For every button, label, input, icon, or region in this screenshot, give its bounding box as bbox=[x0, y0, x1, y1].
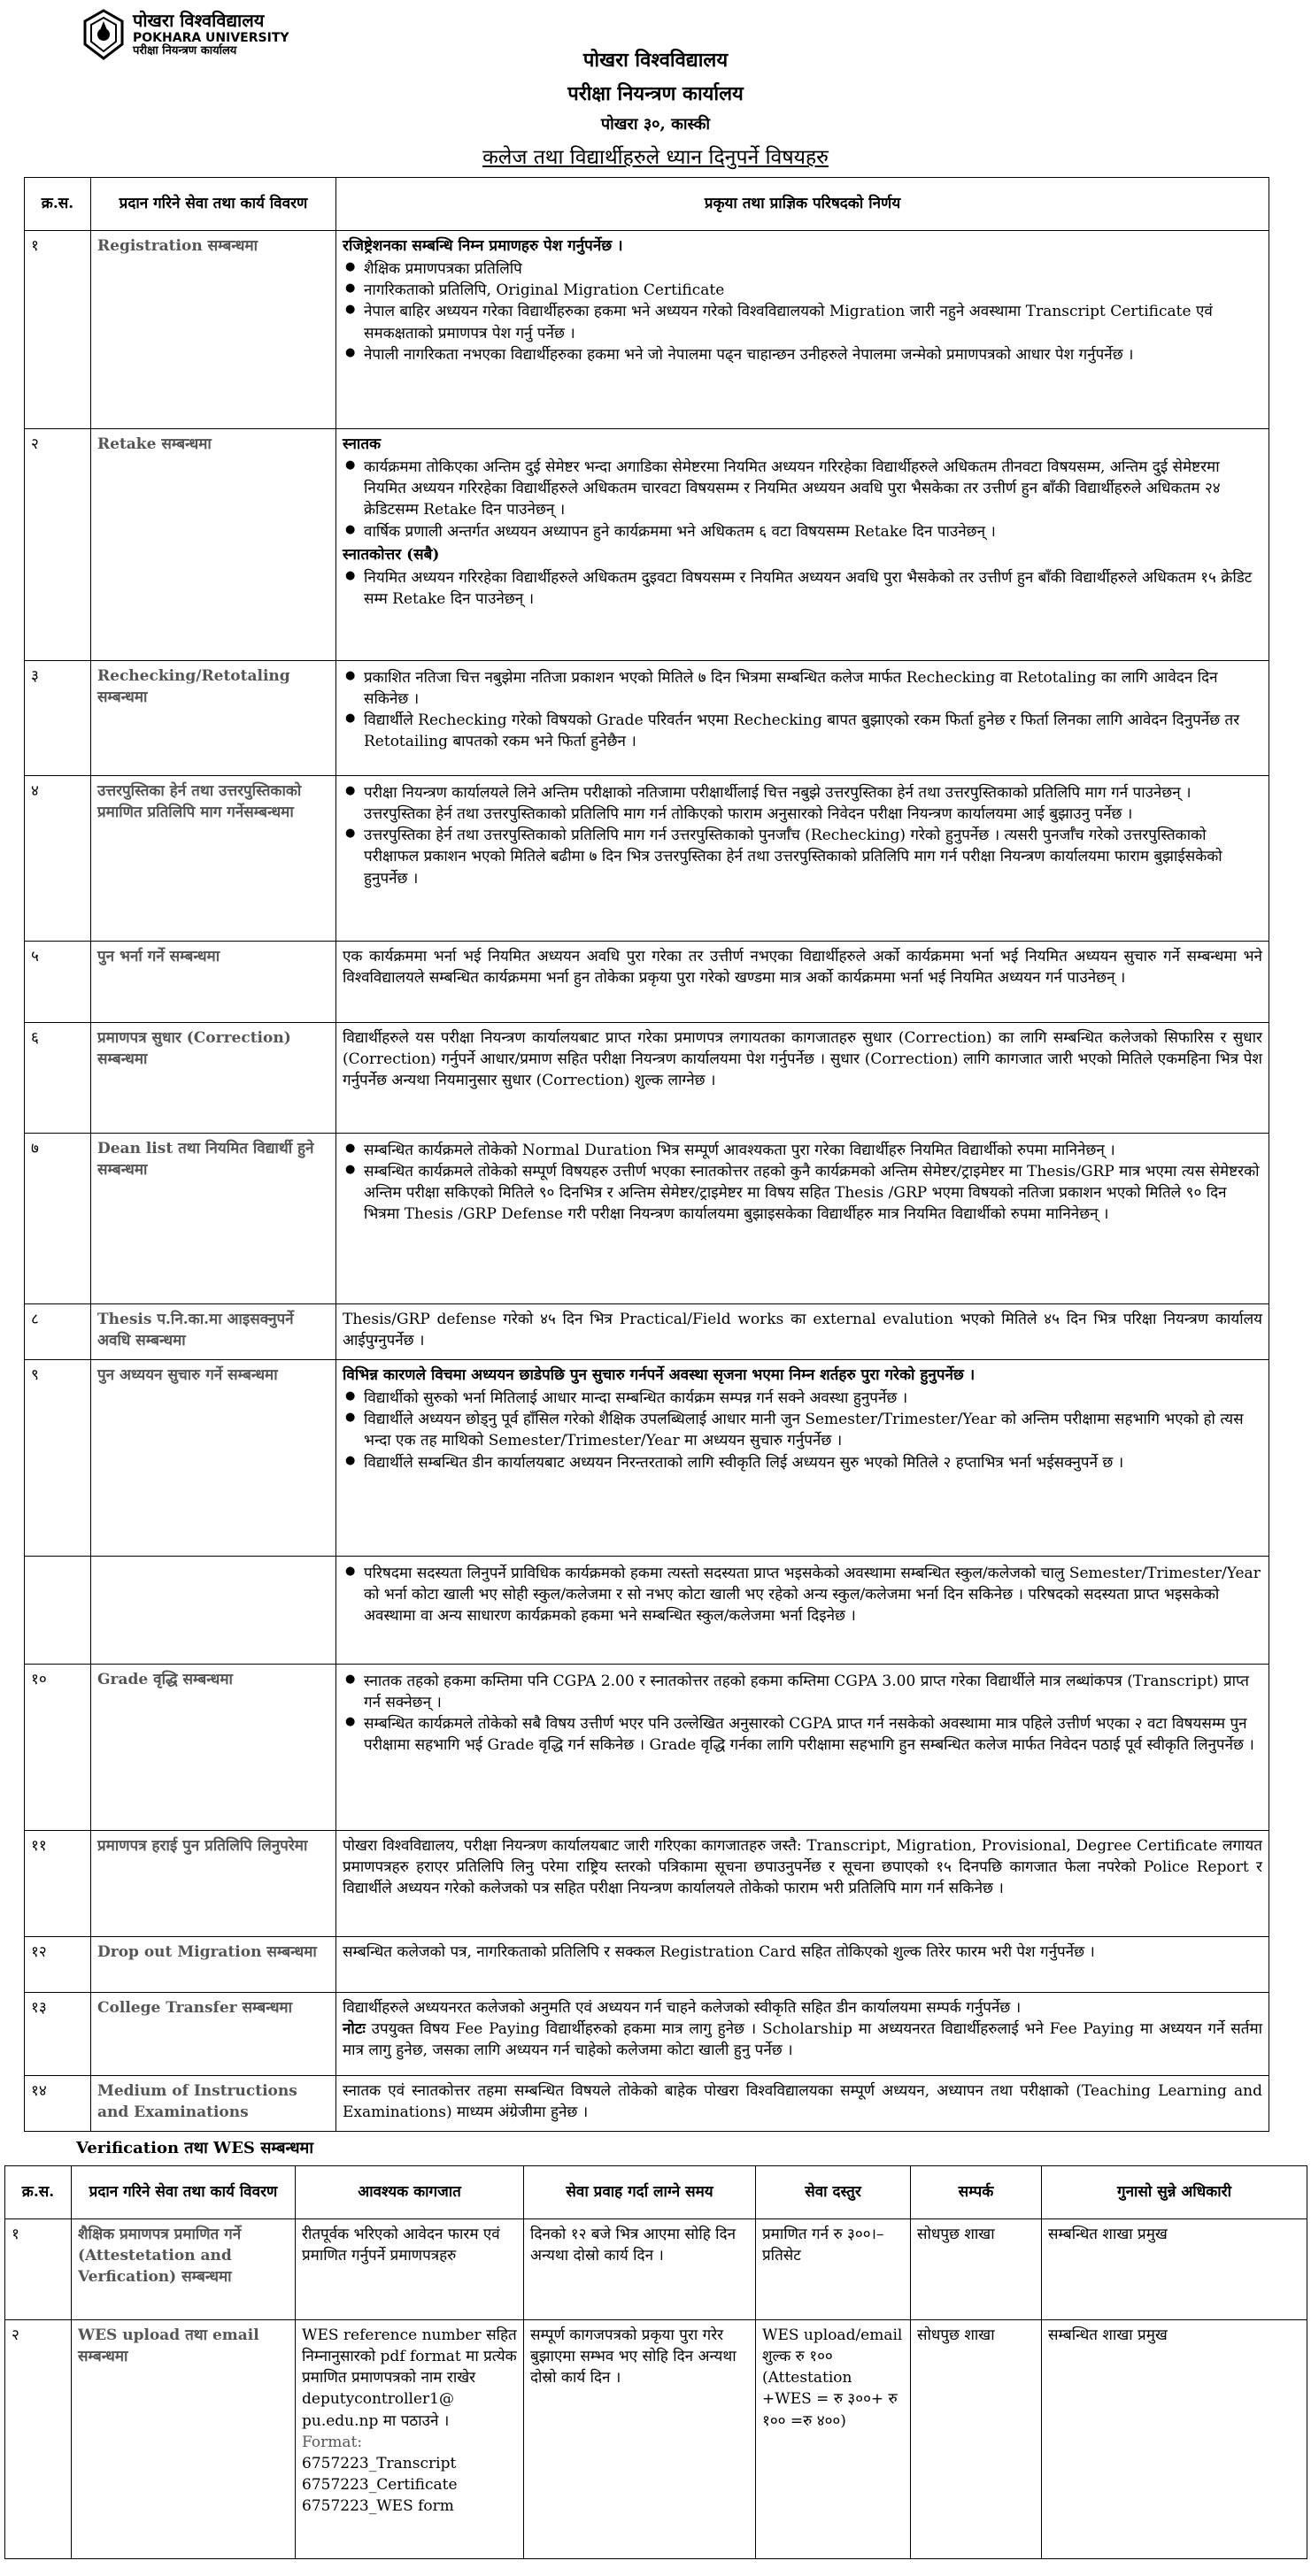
row-process bbox=[336, 776, 1269, 942]
verification-section-title: Verification तथा WES सम्बन्धमा bbox=[76, 2139, 313, 2157]
table-row bbox=[25, 2076, 1269, 2132]
row-sn: ५ bbox=[25, 942, 91, 1023]
format-label: Format: bbox=[302, 2433, 363, 2451]
row-sn: १३ bbox=[25, 1993, 91, 2076]
row-text: विद्यार्थीहरुले यस परीक्षा नियन्त्रण कार्यालयबाट प्राप्त गरेका प्रमाणपत्र लगायतका कागजातहरु सुधार (Correction) का लागि सम्बन्धित कलेजको सिफारिस र सुधार (Correction) गर्नुपर्ने आधार/प्रमाण सहित परीक्षा नियन्त्रण कार्यालयमा पेश गर्नुपर्नेछ । सुधार (Correction) लागि कागजात जारी भएको मितिले एकमहिना भित्र पेश गर्नुपर्नेछ अन्यथा नियमानुसार सुधार (Correction) शुल्क लाग्नेछ । bbox=[343, 1029, 1262, 1090]
row-service: प्रमाणपत्र हराई पुन प्रतिलिपि लिनुपरेमा bbox=[91, 1831, 336, 1937]
row-sn: १० bbox=[25, 1665, 91, 1831]
list-item: ● शैक्षिक प्रमाणपत्रका प्रतिलिपि bbox=[364, 258, 1262, 280]
docs-text: WES reference number सहित निम्नानुसारको pdf format मा प्रत्येक प्रमाणित प्रमाणपत्रको नाम राखेर deputycontroller1@ pu.edu.np मा पठाउने । bbox=[302, 2326, 517, 2430]
row-time: दिनको १२ बजे भित्र आएमा सोहि दिन अन्यथा दोस्रो कार्य दिन । bbox=[524, 2219, 756, 2320]
row-service: Grade वृद्धि सम्बन्धमा bbox=[91, 1665, 336, 1831]
office-name: परीक्षा नियन्त्रण कार्यालय bbox=[567, 82, 744, 105]
list-item: ● विद्यार्थीले Rechecking गरेको विषयको Grade परिवर्तन भएमा Rechecking बापत बुझाएको रकम फिर्ता हुनेछ र फिर्ता लिनका लागि आवेदन दिनुपर्नेछ तर Retotailing बापतको रकम भने फिर्ता हुनेछैन । bbox=[364, 710, 1262, 752]
row-fee: प्रमाणित गर्न रु ३००।– प्रतिसेट bbox=[756, 2219, 911, 2320]
list-item: ● वार्षिक प्रणाली अन्तर्गत अध्ययन अध्यापन हुने कार्यक्रममा भने अधिकतम ६ वटा विषयसम्म Retake दिन पाउनेछन् । bbox=[364, 521, 1262, 542]
row-text: विद्यार्थीहरुले अध्ययनरत कलेजको अनुमति एवं अध्ययन गर्न चाहने कलेजको स्वीकृति सहित डीन कार्यालयमा सम्पर्क गर्नुपर्नेछ । bbox=[343, 1999, 1022, 2017]
row-documents: रीतपूर्वक भरिएको आवेदन फारम एवं प्रमाणित गर्नुपर्ने प्रमाणपत्रहरु bbox=[296, 2219, 524, 2320]
row-text: Thesis/GRP defense गरेको ४५ दिन भित्र Practical/Field works का external evalution भएको मितिले ४५ दिन भित्र परिक्षा नियन्त्रण कार्यालय आईपुग्नुपर्नेछ । bbox=[343, 1311, 1262, 1350]
row-time: सम्पूर्ण कागजपत्रको प्रकृया पुरा गरेर बुझाएमा सम्भव भए सोहि दिन अन्यथा दोस्रो कार्य दिन । bbox=[524, 2320, 756, 2559]
list-item: ● नियमित अध्ययन गरिरहेका विद्यार्थीहरुले अधिकतम दुइवटा विषयसम्म र नियमित अध्ययन अवधि पुरा भैसकेको तर उत्तीर्ण हुन बाँकी विद्यार्थीहरुले अधिकतम १५ क्रेडिट सम्म Retake दिन पाउनेछन् । bbox=[364, 567, 1262, 610]
table-row bbox=[25, 1360, 1269, 1557]
row-service: Thesis प.नि.का.मा आइसक्नुपर्ने अवधि सम्बन्धमा bbox=[91, 1304, 336, 1360]
list-item: ● उत्तरपुस्तिका हेर्न तथा उत्तरपुस्तिकाको प्रतिलिपि माग गर्न उत्तरपुस्तिकाको पुनर्जाँच (Rechecking) गरेको हुनुपर्नेछ । त्यसरी पुनर्जाँच गरेको उत्तरपुस्तिकाको परीक्षाफल प्रकाशन भएको मितिले बढीमा ७ दिन भित्र उत्तरपुस्तिका हेर्न तथा उत्तरपुस्तिकाको प्रतिलिपि माग गर्न परीक्षा नियन्त्रण कार्यालयमा फाराम बुझाईसकेको हुनुपर्नेछ । bbox=[364, 825, 1262, 888]
logo-line-2: POKHARA UNIVERSITY bbox=[133, 30, 289, 45]
row-sn: ७ bbox=[25, 1134, 91, 1304]
fee-extra: (Attestation +WES = रु ३००+ रु १०० =रु ४००) bbox=[762, 2369, 898, 2430]
row-text: सम्बन्धित कलेजको पत्र, नागरिकताको प्रतिलिपि र सक्कल Registration Card सहित तोकिएको शुल्क तिरेर फारम भरी पेश गर्नुपर्नेछ । bbox=[343, 1943, 1095, 1961]
row-service: Registration सम्बन्धमा bbox=[91, 231, 336, 429]
table-row bbox=[25, 661, 1269, 776]
row-process bbox=[336, 1134, 1269, 1304]
format-item: 6757223_Certificate bbox=[302, 2475, 458, 2494]
row-sn: १४ bbox=[25, 2076, 91, 2132]
col-header-documents: आवश्यक कागजात bbox=[296, 2166, 524, 2219]
table-row bbox=[25, 942, 1269, 1023]
list-item: ● सम्बन्धित कार्यक्रमले तोकेको सबै विषय उत्तीर्ण भएर पनि उल्लेखित अनुसारको CGPA प्राप्त गर्न नसकेको अवस्थामा मात्र पहिले उत्तीर्ण भएका २ वटा विषयसम्म पुन परीक्षामा सहभागि भई Grade वृद्धि गर्न सकिनेछ । Grade वृद्धि गर्नका लागि परीक्षामा सहभागि हुन सम्बन्धित कलेज मार्फत निवेदन पठाई पूर्व स्वीकृति लिनुपर्नेछ । bbox=[364, 1713, 1262, 1756]
list-item: ● परीक्षा नियन्त्रण कार्यालयले लिने अन्तिम परीक्षाको नतिजामा परीक्षार्थीलाई चित्त नबुझे उत्तरपुस्तिका हेर्न तथा उत्तरपुस्तिकाको प्रतिलिपि माग गर्न पाउनेछन् । उत्तरपुस्तिका हेर्न तथा उत्तरपुस्तिकाको प्रतिलिपि माग गर्न तोकिएको फाराम अनुसारको निवेदन परीक्षा नियन्त्रण कार्यालयमा आई बुझाउनु पर्नेछ । bbox=[364, 782, 1262, 825]
list-item: ● प्रकाशित नतिजा चित्त नबुझेमा नतिजा प्रकाशन भएको मितिले ७ दिन भित्रमा सम्बन्धित कलेज मार्फत Rechecking वा Retotaling का लागि आवेदन दिन सकिनेछ । bbox=[364, 667, 1262, 710]
row-contact: सोधपुछ शाखा bbox=[911, 2320, 1042, 2559]
row-text: एक कार्यक्रममा भर्ना भई नियमित अध्ययन अवधि पुरा गरेका तर उत्तीर्ण नभएका विद्यार्थीहरुले अर्को कार्यक्रममा भर्ना भई नियमित अध्ययन सुचारु गर्ने सम्बन्धमा भने विश्वविद्यालयले सम्बन्धित कार्यक्रममा भर्ना हुन तोकेका प्रकृया पुरा गरेको खण्डमा मात्र अर्को कार्यक्रममा भर्ना भई नियमित अध्ययन गर्न पाउनेछन् । bbox=[343, 948, 1262, 988]
table-row bbox=[25, 231, 1269, 429]
row-service: शैक्षिक प्रमाणपत्र प्रमाणित गर्ने (Attestetation and Verfication) सम्बन्धमा bbox=[72, 2219, 296, 2320]
list-item: ● परिषदमा सदस्यता लिनुपर्ने प्राविधिक कार्यक्रमको हकमा त्यस्तो सदस्यता प्राप्त भइसकेको अवस्थामा सम्बन्धित स्कुल/कलेजको चालु Semester/Trimester/Year को भर्ना कोटा खाली भए सोही स्कुल/कलेजमा र सो नभए कोटा खाली भए रहेको अन्य स्कुल/कलेजमा भर्ना दिन सकिनेछ । परिषदको सदस्यता प्राप्त भइसकेको अवस्थामा वा अन्य साधारण कार्यक्रमको हकमा भने सम्बन्धित स्कुल/कलेजमा भर्ना दिइनेछ । bbox=[364, 1563, 1262, 1626]
row-note bbox=[343, 2019, 1262, 2061]
row-sn: ३ bbox=[25, 661, 91, 776]
list-item: ● कार्यक्रममा तोकिएका अन्तिम दुई सेमेष्टर भन्दा अगाडिका सेमेष्टरमा नियमित अध्ययन गरिरहेका विद्यार्थीहरुले अधिकतम तीनवटा विषयसम्म, अन्तिम दुई सेमेष्टरमा नियमित अध्ययन गरिरहेका विद्यार्थीहरुले अधिकतम चारवटा विषयसम्म र नियमित अध्ययन अवधि पुरा भैसकेका तर उत्तीर्ण हुन बाँकी विद्यार्थीहरुले अधिकतम २४ क्रेडिटसम्म Retake दिन पाउनेछन् । bbox=[364, 457, 1262, 520]
note-text: उपयुक्त विषय Fee Paying विद्यार्थीहरुको हकमा मात्र लागु हुनेछ । Scholarship मा अध्ययनरत विद्यार्थीहरुलाई भने Fee Paying मा अध्ययन गर्ने सर्तमा मात्र लागु हुनेछ, जसका लागि अध्ययन गर्न चाहेको कलेजमा कोटा खाली हुनु पर्नेछ । bbox=[343, 2020, 1263, 2060]
list-item: ● सम्बन्धित कार्यक्रमले तोकेको Normal Duration भित्र सम्पूर्ण आवश्यकता पुरा गरेका विद्यार्थीहरु नियमित विद्यार्थीको रुपमा मानिनेछन् । bbox=[364, 1140, 1262, 1161]
row-service: WES upload तथा email सम्बन्धमा bbox=[72, 2320, 296, 2559]
list-item: ● विद्यार्थीले अध्ययन छोड्नु पूर्व हाँसिल गरेको शैक्षिक उपलब्धिलाई आधार मानी जुन Semester/Trimester/Year को अन्तिम परीक्षामा सहभागि भएको हो त्यस भन्दा एक तह माथिको Semester/Trimester/Year मा अध्ययन सुचारु गर्नुपर्नेछ । bbox=[364, 1409, 1262, 1451]
logo-line-1: पोखरा विश्वविद्यालय bbox=[133, 9, 265, 31]
table-header-row bbox=[25, 178, 1269, 231]
table-row bbox=[25, 776, 1269, 942]
table-row bbox=[25, 1023, 1269, 1134]
table-row bbox=[25, 1993, 1269, 2076]
row-documents bbox=[296, 2320, 524, 2559]
format-item: 6757223_Transcript bbox=[302, 2454, 457, 2472]
row-text: स्नातक एवं स्नातकोत्तर तहमा सम्बन्धित विषयले तोकेको बाहेक पोखरा विश्वविद्यालयका सम्पूर्ण अध्ययन, अध्यापन तथा परीक्षाको (Teaching Learning and Examinations) माध्यम अंग्रेजीमा हुनेछ । bbox=[343, 2082, 1262, 2122]
document-subject: कलेज तथा विद्यार्थीहरुले ध्यान दिनुपर्ने विषयहरु bbox=[482, 146, 829, 169]
table-row bbox=[25, 429, 1269, 661]
row-process bbox=[336, 1557, 1269, 1665]
row-process bbox=[336, 1665, 1269, 1831]
row-process bbox=[336, 1360, 1269, 1557]
list-item: ● नेपाली नागरिकता नभएका विद्यार्थीहरुका हकमा भने जो नेपालमा पढ्न चाहान्छन उनीहरुले नेपालमा जन्मेको प्रमाणपत्रको आधार पेश गर्नुपर्नेछ । bbox=[364, 344, 1262, 365]
row-sn: ९ bbox=[25, 1360, 91, 1557]
fee-text: WES upload/email शुल्क रु १०० bbox=[762, 2326, 903, 2366]
row-intro: रजिष्ट्रेशनका सम्बन्धि निम्न प्रमाणहरु पेश गर्नुपर्नेछ । bbox=[343, 237, 623, 255]
row-sn: १ bbox=[5, 2219, 72, 2320]
row-process bbox=[336, 1304, 1269, 1360]
table-header-row bbox=[5, 2166, 1307, 2219]
table-row bbox=[25, 1937, 1269, 1993]
row-sn: २ bbox=[5, 2320, 72, 2559]
table-row bbox=[25, 1557, 1269, 1665]
row-subheading: स्नातकोत्तर (सबै) bbox=[343, 545, 440, 564]
row-service: पुन अध्ययन सुचारु गर्ने सम्बन्धमा bbox=[91, 1360, 336, 1557]
row-process bbox=[336, 661, 1269, 776]
col-header-sn: क्र.स. bbox=[25, 178, 91, 231]
list-item: ● नेपाल बाहिर अध्ययन गरेका विद्यार्थीहरुका हकमा भने अध्ययन गरेको विश्वविद्यालयको Migration जारी नहुने अवस्थामा Transcript Certificate एवं समकक्षताको प्रमाणपत्र पेश गर्नु पर्नेछ । bbox=[364, 301, 1262, 343]
table-row bbox=[5, 2219, 1307, 2320]
table-row bbox=[25, 1831, 1269, 1937]
col-header-contact: सम्पर्क bbox=[911, 2166, 1042, 2219]
services-table bbox=[24, 177, 1269, 2132]
row-sn: ४ bbox=[25, 776, 91, 942]
row-officer: सम्बन्धित शाखा प्रमुख bbox=[1042, 2219, 1307, 2320]
table-row bbox=[25, 1134, 1269, 1304]
row-service: पुन भर्ना गर्ने सम्बन्धमा bbox=[91, 942, 336, 1023]
office-address: पोखरा ३०, कास्की bbox=[600, 115, 711, 134]
row-process bbox=[336, 231, 1269, 429]
verification-table bbox=[4, 2165, 1307, 2559]
row-officer: सम्बन्धित शाखा प्रमुख bbox=[1042, 2320, 1307, 2559]
col-header-process: प्रकृया तथा प्राज्ञिक परिषदको निर्णय bbox=[336, 178, 1269, 231]
row-service: Rechecking/Retotaling सम्बन्धमा bbox=[91, 661, 336, 776]
table-row bbox=[25, 1304, 1269, 1360]
col-header-service: प्रदान गरिने सेवा तथा कार्य विवरण bbox=[72, 2166, 296, 2219]
logo-line-3: परीक्षा नियन्त्रण कार्यालय bbox=[133, 44, 237, 58]
row-subheading: स्नातक bbox=[343, 435, 382, 453]
row-fee bbox=[756, 2320, 911, 2559]
table-row bbox=[5, 2320, 1307, 2559]
row-process bbox=[336, 942, 1269, 1023]
col-header-sn: क्र.स. bbox=[5, 2166, 72, 2219]
row-service: Retake सम्बन्धमा bbox=[91, 429, 336, 661]
table-row bbox=[25, 1665, 1269, 1831]
row-sn: ६ bbox=[25, 1023, 91, 1134]
col-header-service: प्रदान गरिने सेवा तथा कार्य विवरण bbox=[91, 178, 336, 231]
note-label: नोटः bbox=[343, 2020, 366, 2039]
col-header-fee: सेवा दस्तुर bbox=[756, 2166, 911, 2219]
row-process bbox=[336, 429, 1269, 661]
list-item: ● विद्यार्थीको सुरुको भर्ना मितिलाई आधार मान्दा सम्बन्धित कार्यक्रम सम्पन्न गर्न सक्ने अवस्था हुनुपर्नेछ । bbox=[364, 1388, 1262, 1409]
row-sn: २ bbox=[25, 429, 91, 661]
row-process bbox=[336, 1023, 1269, 1134]
list-item: ● सम्बन्धित कार्यक्रमले तोकेको सम्पूर्ण विषयहरु उत्तीर्ण भएका स्नातकोत्तर तहको कुनै कार्यक्रमको अन्तिम सेमेष्टर/ट्राइमेष्टर मा Thesis/GRP मात्र भएमा त्यस सेमेष्टरको अन्तिम परीक्षा सकिएको मितिले ९० दिनभित्र र अन्तिम सेमेष्टर/ट्राइमेष्टर मा विषय सहित Thesis /GRP भएमा विषयको नतिजा प्रकाशन भएको मितिले ९० दिन भित्रमा Thesis /GRP Defense गरी परीक्षा नियन्त्रण कार्यालयमा बुझाइसकेका विद्यार्थीहरु मात्र नियमित विद्यार्थीको रुपमा मानिनेछन् । bbox=[364, 1161, 1262, 1225]
list-item: ● विद्यार्थीले सम्बन्धित डीन कार्यालयबाट अध्ययन निरन्तरताको लागि स्वीकृति लिई अध्ययन सुरु भएको मितिले २ हप्ताभित्र भर्ना भईसक्नुपर्ने छ । bbox=[364, 1452, 1262, 1473]
row-sn: ११ bbox=[25, 1831, 91, 1937]
row-contact: सोधपुछ शाखा bbox=[911, 2219, 1042, 2320]
row-service: Medium of Instructions and Examinations bbox=[91, 2076, 336, 2132]
col-header-officer: गुनासो सुन्ने अधिकारी bbox=[1042, 2166, 1307, 2219]
list-item: ● स्नातक तहको हकमा कम्तिमा पनि CGPA 2.00 र स्नातकोत्तर तहको हकमा कम्तिमा CGPA 3.00 प्राप्त गरेका विद्यार्थीले मात्र लब्धांकपत्र (Transcript) प्राप्त गर्न सक्नेछन् । bbox=[364, 1671, 1262, 1713]
row-process bbox=[336, 2076, 1269, 2132]
row-process bbox=[336, 1937, 1269, 1993]
row-sn: १२ bbox=[25, 1937, 91, 1993]
list-item: ● नागरिकताको प्रतिलिपि, Original Migration Certificate bbox=[364, 280, 1262, 301]
row-service: Drop out Migration सम्बन्धमा bbox=[91, 1937, 336, 1993]
row-text: पोखरा विश्वविद्यालय, परीक्षा नियन्त्रण कार्यालयबाट जारी गरिएका कागजातहरु जस्तै: Transcript, Migration, Provisional, Degree Certificate लगायत प्रमाणपत्रहरु हराएर प्रतिलिपि लिनु परेमा राष्ट्रिय स्तरको पत्रिकामा सूचना छपाउनुपर्नेछ र सूचना छपाएको १५ दिनपछि कागजात फेला नपरेको Police Report र विद्यार्थीले अध्ययन गरेको कलेजको पत्र सहित परीक्षा नियन्त्रण कार्यालयले तोकेको फाराम भरी प्रतिलिपि माग गर्न सकिनेछ । bbox=[343, 1837, 1262, 1898]
format-item: 6757223_WES form bbox=[302, 2497, 454, 2515]
row-service: College Transfer सम्बन्धमा bbox=[91, 1993, 336, 2076]
col-header-time: सेवा प्रवाह गर्दा लाग्ने समय bbox=[524, 2166, 756, 2219]
row-intro: विभिन्न कारणले विचमा अध्ययन छाडेपछि पुन सुचारु गर्नपर्ने अवस्था सृजना भएमा निम्न शर्तहरु पुरा गरेको हुनुपर्नेछ । bbox=[343, 1366, 976, 1384]
row-service: Dean list तथा नियमित विद्यार्थी हुने सम्बन्धमा bbox=[91, 1134, 336, 1304]
row-sn: ८ bbox=[25, 1304, 91, 1360]
page-title: पोखरा विश्वविद्यालय bbox=[582, 49, 729, 72]
row-process bbox=[336, 1993, 1269, 2076]
row-service: उत्तरपुस्तिका हेर्न तथा उत्तरपुस्तिकाको प्रमाणित प्रतिलिपि माग गर्नेसम्बन्धमा bbox=[91, 776, 336, 942]
row-sn: १ bbox=[25, 231, 91, 429]
row-process bbox=[336, 1831, 1269, 1937]
row-service: प्रमाणपत्र सुधार (Correction) सम्बन्धमा bbox=[91, 1023, 336, 1134]
